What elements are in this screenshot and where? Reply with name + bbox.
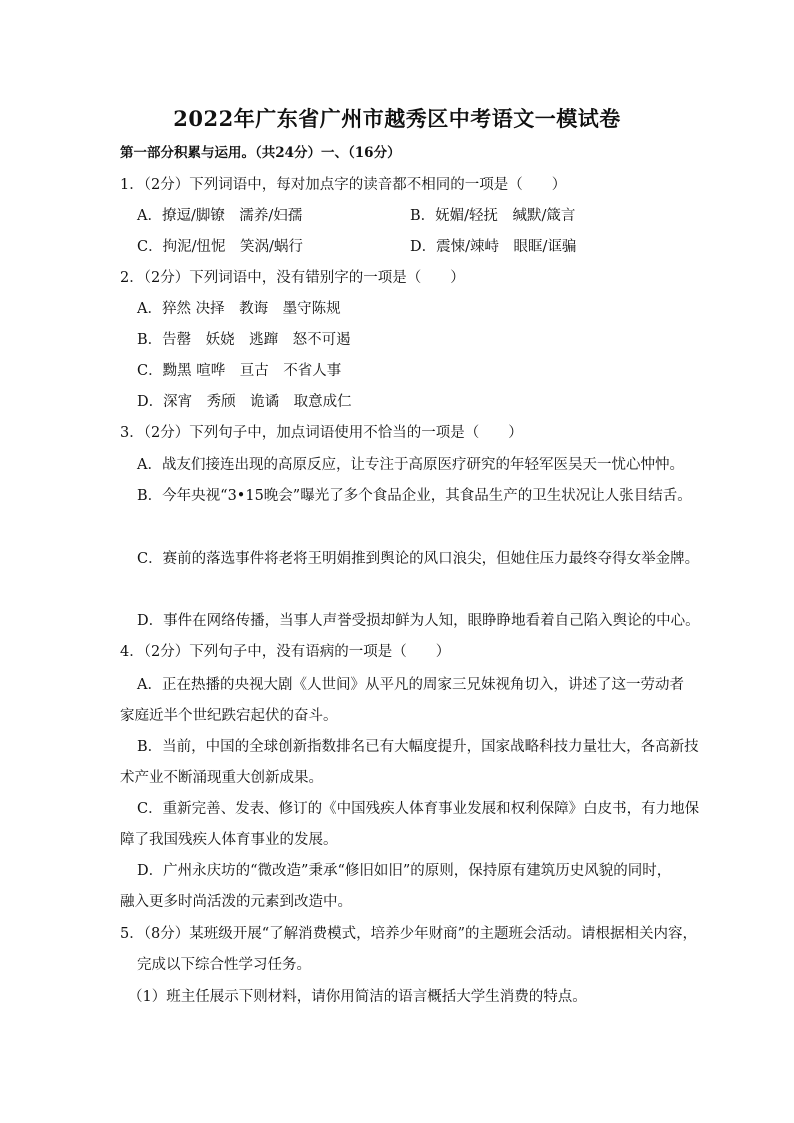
question-3-option-b: B．今年央视“3•15晚会”曝光了多个食品企业，其食品生产的卫生状况让人张目结舌。 [137, 488, 692, 504]
question-1-stem: 1．（2分）下列词语中，每对加点字的读音都不相同的一项是（ ） [120, 177, 567, 193]
question-5-subquestion-1: （1）班主任展示下则材料，请你用简洁的语言概括大学生消费的特点。 [128, 989, 587, 1005]
question-4-option-c-line1: C．重新完善、发表、修订的《中国残疾人体育事业发展和权利保障》白皮书，有力地保 [137, 801, 700, 817]
question-4-option-a-line2: 家庭近半个世纪跌宕起伏的奋斗。 [120, 708, 338, 724]
question-3-option-a: A．战友们接连出现的高原反应，让专注于高原医疗研究的年轻军医吴天一忧心忡忡。 [137, 457, 684, 473]
question-4-option-c-line2: 障了我国残疾人体育事业的发展。 [120, 832, 338, 848]
question-2-option-d: D．深宵 秀颀 诡谲 取意成仁 [137, 394, 352, 410]
question-2-stem: 2．（2分）下列词语中，没有错别字的一项是（ ） [120, 270, 465, 286]
question-5-stem-line2: 完成以下综合性学习任务。 [137, 957, 311, 973]
question-2-option-c: C．黝黑 喧哗 亘古 不省人事 [137, 363, 342, 379]
question-4-option-a-line1: A．正在热播的央视大剧《人世间》从平凡的周家三兄妹视角切入，讲述了这一劳动者 [137, 677, 684, 693]
question-3-option-d: D．事件在网络传播，当事人声誉受损却鲜为人知，眼睁睁地看着自己陷入舆论的中心。 [137, 613, 700, 629]
question-5-stem-line1: 5．（8分）某班级开展“了解消费模式，培养少年财商”的主题班会活动。请根据相关内容， [120, 926, 698, 942]
section-heading: 第一部分积累与运用。（共24分）一、（16分） [120, 145, 401, 161]
page-title: 2022年广东省广州市越秀区中考语文一模试卷 [173, 106, 621, 131]
question-3-stem: 3．（2分）下列句子中，加点词语使用不恰当的一项是（ ） [120, 425, 523, 441]
question-2-option-a: A．猝然 决择 教诲 墨守陈规 [137, 301, 341, 317]
question-1-option-a: A．撩逗/脚镣 濡养/妇孺 [137, 208, 303, 224]
question-4-option-b-line2: 术产业不断涌现重大创新成果。 [120, 770, 323, 786]
question-1-option-b: B．妩媚/轻抚 缄默/箴言 [410, 208, 576, 224]
question-4-option-d-line2: 融入更多时尚活泼的元素到改造中。 [120, 894, 352, 910]
question-2-option-b: B．告罄 妖娆 逃蹿 怒不可遏 [137, 332, 351, 348]
question-1-option-c: C．拘泥/忸怩 笑涡/蜗行 [137, 239, 303, 255]
question-4-stem: 4．（2分）下列句子中，没有语病的一项是（ ） [120, 644, 451, 660]
question-3-option-c: C．赛前的落选事件将老将王明娟推到舆论的风口浪尖，但她住压力最终夺得女举金牌。 [137, 551, 700, 567]
question-4-option-b-line1: B．当前，中国的全球创新指数排名已有大幅度提升，国家战略科技力量壮大，各高新技 [137, 739, 699, 755]
question-1-option-d: D．震悚/竦峙 眼眶/诓骗 [410, 239, 577, 255]
question-4-option-d-line1: D．广州永庆坊的“微改造”秉承“修旧如旧”的原则，保持原有建筑历史风貌的同时， [137, 863, 672, 879]
